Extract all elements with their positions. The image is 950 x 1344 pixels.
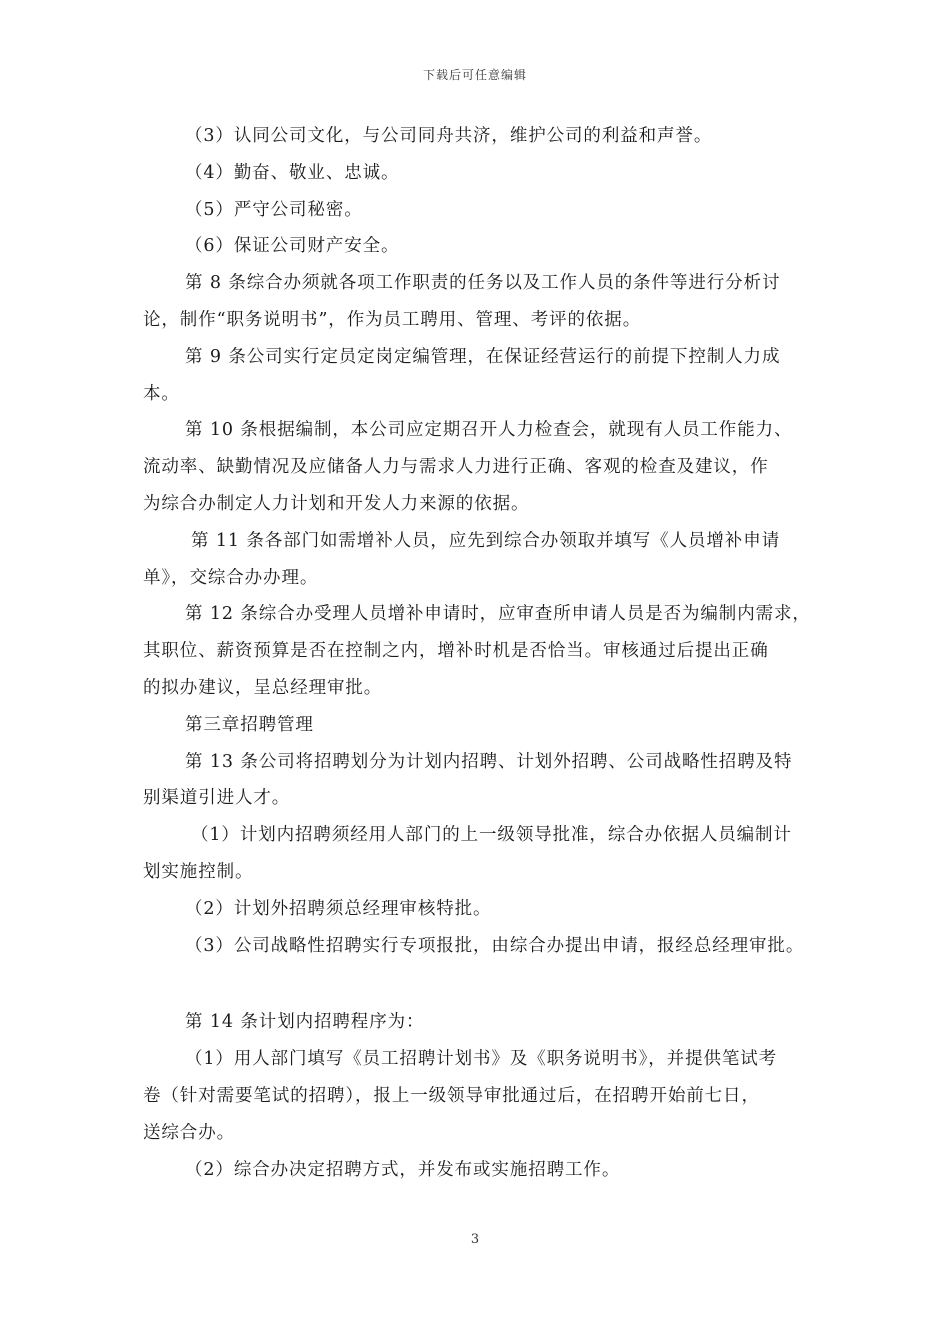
list-item-continuation: 划实施控制。 [143, 861, 254, 882]
chapter-title: 第三章招聘管理 [185, 714, 314, 735]
article-9-line-2: 本。 [143, 383, 180, 404]
list-item: （1）计划内招聘须经用人部门的上一级领导批准，综合办依据人员编制计 [191, 825, 792, 846]
list-item-continuation: 卷（针对需要笔试的招聘），报上一级领导审批通过后，在招聘开始前七日， [143, 1085, 760, 1106]
list-item-continuation: 送综合办。 [143, 1122, 235, 1143]
article-12-line-1: 第 12 条综合办受理人员增补申请时，应审查所申请人员是否为编制内需求， [185, 604, 811, 625]
page-header: 下载后可任意编辑 [422, 68, 527, 82]
article-13-line-2: 别渠道引进人才。 [143, 788, 291, 809]
list-item: （3）公司战略性招聘实行专项报批，由综合办提出申请，报经总经理审批。 [185, 935, 805, 956]
article-14-line-1: 第 14 条计划内招聘程序为： [185, 1012, 425, 1033]
article-11-line-1: 第 11 条各部门如需增补人员，应先到综合办领取并填写《人员增补申请 [191, 530, 780, 551]
list-item: （6）保证公司财产安全。 [185, 236, 400, 257]
article-9-line-1: 第 9 条公司实行定员定岗定编管理，在保证经营运行的前提下控制人力成 [185, 346, 781, 367]
list-item: （5）严守公司秘密。 [185, 199, 363, 220]
list-item: （1）用人部门填写《员工招聘计划书》及《职务说明书》，并提供笔试考 [185, 1049, 778, 1070]
article-12-line-2: 其职位、薪资预算是否在控制之内，增补时机是否恰当。审核通过后提出正确 [143, 641, 769, 662]
article-10-line-1: 第 10 条根据编制，本公司应定期召开人力检查会，就现有人员工作能力、 [185, 420, 793, 441]
paragraph-gap [143, 964, 815, 1004]
article-11-line-2: 单》，交综合办办理。 [143, 567, 319, 588]
article-12-line-3: 的拟办建议，呈总经理审批。 [143, 677, 383, 698]
page-number: 3 [470, 1232, 480, 1247]
list-item: （3）认同公司文化，与公司同舟共济，维护公司的利益和声誉。 [185, 126, 713, 146]
document-body [143, 118, 815, 1188]
article-10-line-2: 流动率、缺勤情况及应储备人力与需求人力进行正确、客观的检查及建议，作 [143, 457, 769, 478]
list-item: （2）计划外招聘须总经理审核特批。 [185, 898, 492, 919]
article-8-line-2: 论，制作“职务说明书”，作为员工聘用、管理、考评的依据。 [143, 309, 642, 330]
list-item: （2）综合办决定招聘方式，并发布或实施招聘工作。 [185, 1159, 621, 1180]
list-item: （4）勤奋、敬业、忠诚。 [185, 162, 400, 183]
article-13-line-1: 第 13 条公司将招聘划分为计划内招聘、计划外招聘、公司战略性招聘及特 [185, 751, 793, 772]
article-10-line-3: 为综合办制定人力计划和开发人力来源的依据。 [143, 493, 530, 514]
article-8-line-1: 第 8 条综合办须就各项工作职责的任务以及工作人员的条件等进行分析讨 [185, 273, 781, 294]
